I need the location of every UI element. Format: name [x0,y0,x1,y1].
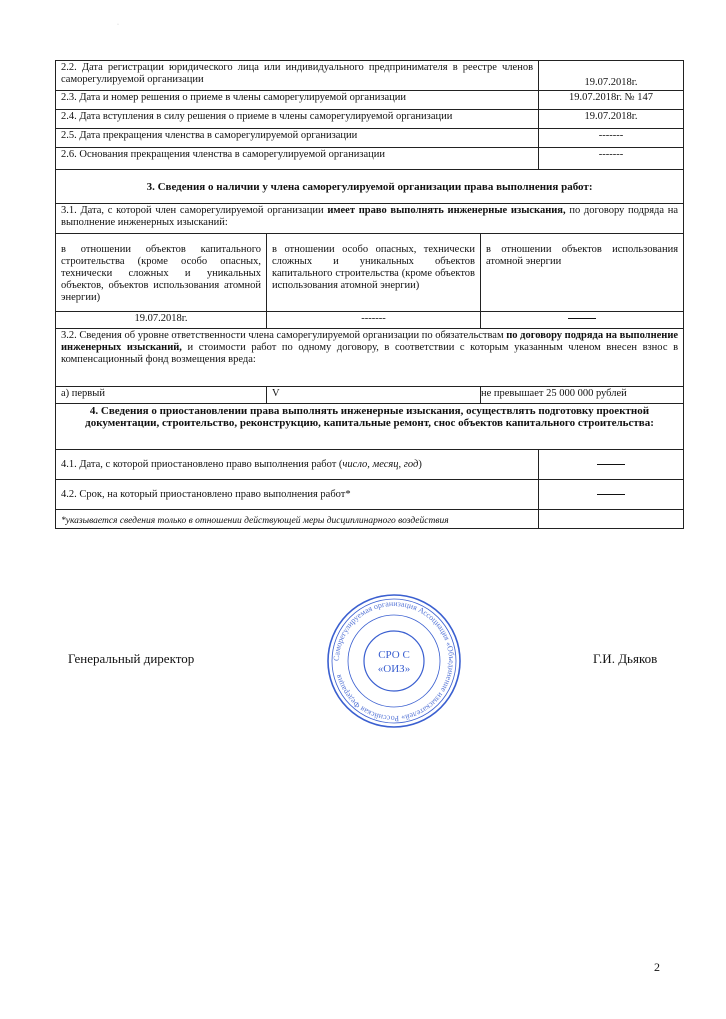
level-mark: V [267,387,481,404]
stamp-ring-text: Саморегулируемая организация Ассоциация «Объединение изыскателей» Российская Федерация [331,598,457,724]
row-3-1-text [56,204,684,234]
row-2-3 [56,91,684,110]
row-2-4-value: 19.07.2018г. [539,110,684,129]
footnote-text: *указывается сведения только в отношении действующей меры дисциплинарного воздействия [56,510,539,529]
row-2-5 [56,129,684,148]
row-2-2 [56,61,684,91]
row-2-5-label: 2.5. Дата прекращения членства в саморегулируемой организации [56,129,539,148]
section-3-title: 3. Сведения о наличии у члена саморегулируемой организации права выполнения работ: [56,170,684,204]
val-nuclear-objects [481,312,684,329]
row-3-2-level [56,387,684,404]
level-label: а) первый [56,387,267,404]
row-4-1-label [56,450,539,480]
svg-text:Саморегулируемая организация А [332,599,456,723]
row-2-6-value: ------- [539,148,684,170]
registry-table [55,60,684,529]
row-4-2-label: 4.2. Срок, на который приостановлено право выполнения работ* [56,480,539,510]
row-4-2 [56,480,684,510]
row-2-6-label: 2.6. Основания прекращения членства в саморегулируемой организации [56,148,539,170]
row-3-2-pre: 3.2. Сведения об уровне ответственности члена саморегулируемой организации по обязательствам [61,330,507,341]
page-number: 2 [654,960,660,974]
section-4-header [56,404,684,450]
val-ordinary-objects: 19.07.2018г. [56,312,267,329]
row-3-2-bold: по договору подряда на выполнение инженерных изысканий, [61,330,679,353]
row-2-3-label: 2.3. Дата и номер решения о приеме в члены саморегулируемой организации [56,91,539,110]
stamp-center-line1: СРО С [378,649,410,661]
section-3-header [56,170,684,204]
row-2-3-value: 19.07.2018г. № 147 [539,91,684,110]
row-4-1-italic: число, месяц, год [342,458,419,470]
row-4-2-value [539,480,684,510]
footnote-row [56,510,684,529]
row-3-2-post: и стоимости работ по одному договору, в соответствии с которым указанным членом внесен взнос в компенсационный фонд возмещения вреда: [61,342,679,365]
row-3-2-text [56,329,684,387]
row-4-1-post: ) [418,458,422,470]
scan-speck: · [117,22,119,28]
row-3-1 [56,204,684,234]
signatory-position: Генеральный директор [68,651,195,666]
row-3-1-post: по договору подряда на выполнение инженерных изысканий: [61,205,679,228]
row-4-1-pre: 4.1. Дата, с которой приостановлено право выполнения работ ( [61,458,343,470]
row-2-2-value: 19.07.2018г. [539,61,684,91]
row-2-4-label: 2.4. Дата вступления в силу решения о приеме в члены саморегулируемой организации [56,110,539,129]
col-nuclear-objects: в отношении объектов использования атомной энергии [481,234,684,312]
row-3-1-bold: имеет право выполнять инженерные изыскания, [327,205,566,216]
footnote-empty-cell [539,510,684,529]
row-2-6 [56,148,684,170]
row-3-2 [56,329,684,387]
stamp-center-line2: «ОИЗ» [377,663,411,675]
col-dangerous-objects: в отношении особо опасных, технически сложных и уникальных объектов капитального строительства (кроме объектов использования атомной энергии) [267,234,481,312]
row-3-1-pre: 3.1. Дата, с которой член саморегулируемой организации [61,205,328,216]
level-value: не превышает 25 000 000 рублей [481,387,684,404]
organization-stamp-icon [325,592,463,730]
row-4-1 [56,450,684,480]
row-2-5-value: ------- [539,129,684,148]
row-3-1-values [56,312,684,329]
row-2-4 [56,110,684,129]
section-4-title: 4. Сведения о приостановлении права выполнять инженерные изыскания, осуществлять подготовку проектной документации, строительство, реконструкцию, капитальные ремонт, снос объектов капитального строительства: [56,404,684,450]
signatory-name: Г.И. Дьяков [593,651,658,666]
row-2-2-label: 2.2. Дата регистрации юридического лица или индивидуального предпринимателя в реестре членов саморегулируемой организации [56,61,539,91]
col-ordinary-objects: в отношении объектов капитального строительства (кроме особо опасных, технически сложных и уникальных объектов, объектов использования атомной энергии) [56,234,267,312]
val-dangerous-objects: ------- [267,312,481,329]
row-3-1-columns [56,234,684,312]
row-4-1-value [539,450,684,480]
